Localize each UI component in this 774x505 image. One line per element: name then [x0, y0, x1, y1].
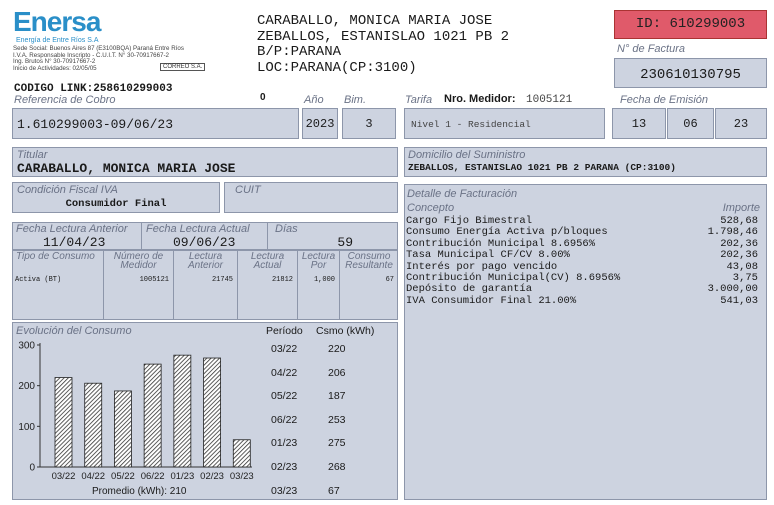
customer-name: CARABALLO, MONICA MARIA JOSE [257, 13, 493, 29]
x-tick-label: 03/22 [51, 471, 76, 482]
factura-value: 230610130795 [640, 67, 741, 83]
consumo-col [237, 251, 297, 320]
consumo-col [339, 251, 398, 320]
period-csmo: 67 [328, 484, 340, 497]
lectura-anterior-value: 11/04/23 [43, 235, 106, 250]
anio-label: Año [304, 94, 324, 106]
dias-value: 59 [337, 235, 353, 250]
company-info-line: Sede Social: Buenos Aires 87 (E3100BQA) Paraná Entre Ríos [13, 45, 184, 52]
correo-stamp: CORREO S.A. [160, 63, 205, 71]
detalle-concepto: Consumo Energía Activa p/bloques [406, 226, 608, 239]
period-label: 06/22 [271, 413, 298, 426]
detalle-concepto: Interés por pago vencido [406, 260, 558, 273]
chart-bar [55, 378, 72, 467]
period-label: 01/23 [271, 437, 298, 450]
period-csmo: 268 [328, 461, 346, 473]
emision-year-box [715, 108, 767, 139]
emision-day-box [612, 108, 666, 139]
detalle-importe: 43,08 [726, 260, 758, 273]
detalle-importe: 202,36 [720, 237, 758, 250]
domicilio-box [404, 147, 767, 177]
detalle-box [404, 184, 767, 500]
y-tick-label: 0 [29, 462, 35, 474]
emision-month-box [667, 108, 714, 139]
y-tick-label: 100 [18, 421, 35, 433]
chart-bar [144, 364, 161, 467]
titular-box [12, 147, 398, 177]
detalle-concepto: Tasa Municipal CF/CV 8.00% [406, 249, 570, 262]
codigo-link: CODIGO LINK:258610299003 [14, 83, 173, 95]
detalle-row [406, 250, 758, 261]
emision-year: 23 [733, 117, 749, 131]
emision-day: 13 [631, 117, 647, 131]
chart-bar [233, 440, 250, 467]
period-csmo: 220 [328, 343, 346, 355]
detalle-concepto: Depósito de garantía [406, 283, 533, 296]
lectura-actual-label: Fecha Lectura Actual [146, 223, 250, 235]
lectura-anterior-label: Fecha Lectura Anterior [16, 223, 128, 235]
promedio: Promedio (kWh): 210 [92, 486, 187, 497]
consumo-cell: 21812 [271, 276, 293, 284]
lecturas-box [12, 222, 398, 250]
id-badge: ID: 610299003 [614, 10, 767, 39]
consumo-header: Lectura Por [301, 251, 336, 271]
ref-cobro-label: Referencia de Cobro [14, 94, 116, 106]
cuit-box [224, 182, 398, 213]
factura-label: N° de Factura [617, 43, 685, 55]
emision-month: 06 [683, 117, 698, 131]
company-info [13, 46, 243, 72]
detalle-concepto: Contribución Municipal(CV) 8.6956% [406, 271, 621, 284]
detalle-importe: 1.798,46 [707, 226, 758, 239]
x-tick-label: 05/22 [111, 471, 135, 482]
detalle-importe: 3.000,00 [707, 283, 758, 296]
consumo-col [103, 251, 173, 320]
period-csmo: 187 [328, 390, 346, 403]
titular-value: CARABALLO, MONICA MARIA JOSE [17, 161, 236, 176]
condicion-box [12, 182, 220, 213]
titular-label: Titular [17, 149, 48, 161]
period-csmo: 275 [328, 437, 346, 450]
detalle-concepto: Cargo Fijo Bimestral [406, 215, 533, 227]
detalle-col-concepto: Concepto [407, 202, 455, 214]
period-label: 03/23 [271, 484, 298, 497]
consumo-cell: 67 [385, 276, 394, 284]
condicion-value: Consumidor Final [65, 198, 167, 210]
period-label: 04/22 [271, 366, 298, 379]
detalle-importe: 3,75 [732, 271, 758, 284]
detalle-importe: 541,03 [720, 294, 758, 307]
evolucion-col-periodo: Período [266, 325, 303, 337]
evolucion-title: Evolución del Consumo [16, 325, 132, 337]
lecturas-divider [141, 223, 142, 250]
domicilio-value: ZEBALLOS, ESTANISLAO 1021 PB 2 PARANA (CP:3100) [408, 162, 676, 173]
ref-zero: 0 [260, 92, 266, 103]
y-tick-label: 300 [18, 340, 35, 352]
company-info-line: Inicio de Actividades: 02/05/05 [13, 64, 97, 72]
chart-bar [174, 355, 191, 467]
period-label: 02/23 [271, 461, 298, 473]
x-tick-label: 03/23 [229, 471, 254, 482]
evolucion-col-csmo: Csmo (kWh) [316, 325, 375, 337]
consumo-cell: 1005121 [139, 276, 169, 284]
detalle-importe: 528,68 [720, 215, 758, 227]
consumo-header: Consumo Resultante [345, 251, 393, 271]
consumo-cell: 21745 [211, 276, 233, 284]
detalle-rows [406, 216, 758, 307]
tarifa-value: Nivel 1 - Residencial [411, 119, 531, 130]
detalle-importe: 202,36 [720, 249, 758, 262]
consumo-col [173, 251, 237, 320]
medidor-value: 1005121 [526, 94, 573, 106]
consumo-col [297, 251, 339, 320]
bim-box [342, 108, 396, 139]
x-tick-label: 04/22 [81, 471, 106, 482]
consumo-cell: Activa (BT) [15, 276, 62, 284]
ref-cobro-value: 1.610299003-09/06/23 [17, 117, 174, 132]
customer-address-block [257, 14, 509, 76]
period-label: 03/22 [271, 343, 298, 355]
tarifa-box [404, 108, 605, 139]
chart-bar [114, 391, 131, 467]
consumo-header: Lectura Actual [250, 251, 285, 271]
anio-box [302, 108, 338, 139]
bim-label: Bim. [344, 94, 366, 106]
cuit-label: CUIT [235, 184, 261, 196]
consumo-col [13, 251, 103, 320]
lectura-actual-value: 09/06/23 [173, 235, 236, 250]
customer-street: ZEBALLOS, ESTANISLAO 1021 PB 2 [257, 28, 510, 45]
domicilio-label: Domicilio del Suministro [408, 149, 526, 161]
detalle-concepto: IVA Consumidor Final 21.00% [406, 294, 577, 307]
company-info-line: Ing. Brutos N° 30-70917667-2 [13, 58, 96, 65]
enersa-logo: Enersa [13, 6, 101, 37]
period-csmo: 206 [328, 366, 346, 379]
y-tick-label: 200 [18, 381, 35, 393]
consumo-table [12, 250, 398, 320]
lecturas-divider [267, 223, 268, 250]
period-csmo: 253 [328, 413, 346, 426]
consumo-header: Número de Medidor [113, 251, 164, 271]
chart-bar [85, 383, 102, 467]
x-tick-label: 01/23 [170, 471, 195, 482]
consumo-cell: 1,000 [313, 276, 335, 284]
anio-value: 2023 [305, 117, 335, 131]
bim-value: 3 [365, 117, 373, 131]
detalle-row [406, 296, 758, 307]
x-tick-label: 06/22 [140, 471, 165, 482]
factura-box [614, 58, 767, 88]
consumo-chart [12, 336, 264, 500]
customer-loc: LOC:PARANA(CP:3100) [257, 59, 417, 76]
ref-cobro-box [12, 108, 299, 139]
detalle-col-importe: Importe [722, 202, 760, 214]
consumo-header: Tipo de Consumo [16, 251, 95, 262]
emision-label: Fecha de Emisión [620, 94, 709, 106]
tarifa-label: Tarifa [405, 94, 433, 106]
company-info-line: I.V.A. Responsable Inscripto - C.U.I.T. N° 30-70917667-2 [13, 51, 169, 59]
medidor-label: Nro. Medidor: [444, 93, 516, 105]
company-tagline: Energía de Entre Ríos S.A [16, 37, 99, 44]
x-tick-label: 02/23 [200, 471, 224, 482]
dias-label: Días [275, 223, 298, 235]
detalle-concepto: Contribución Municipal 8.6956% [406, 237, 596, 250]
chart-bar [204, 358, 221, 467]
detalle-title: Detalle de Facturación [407, 188, 518, 200]
customer-bp: B/P:PARANA [257, 44, 342, 60]
consumo-header: Lectura Anterior [187, 251, 223, 271]
condicion-label: Condición Fiscal IVA [17, 184, 118, 196]
period-label: 05/22 [271, 390, 298, 403]
